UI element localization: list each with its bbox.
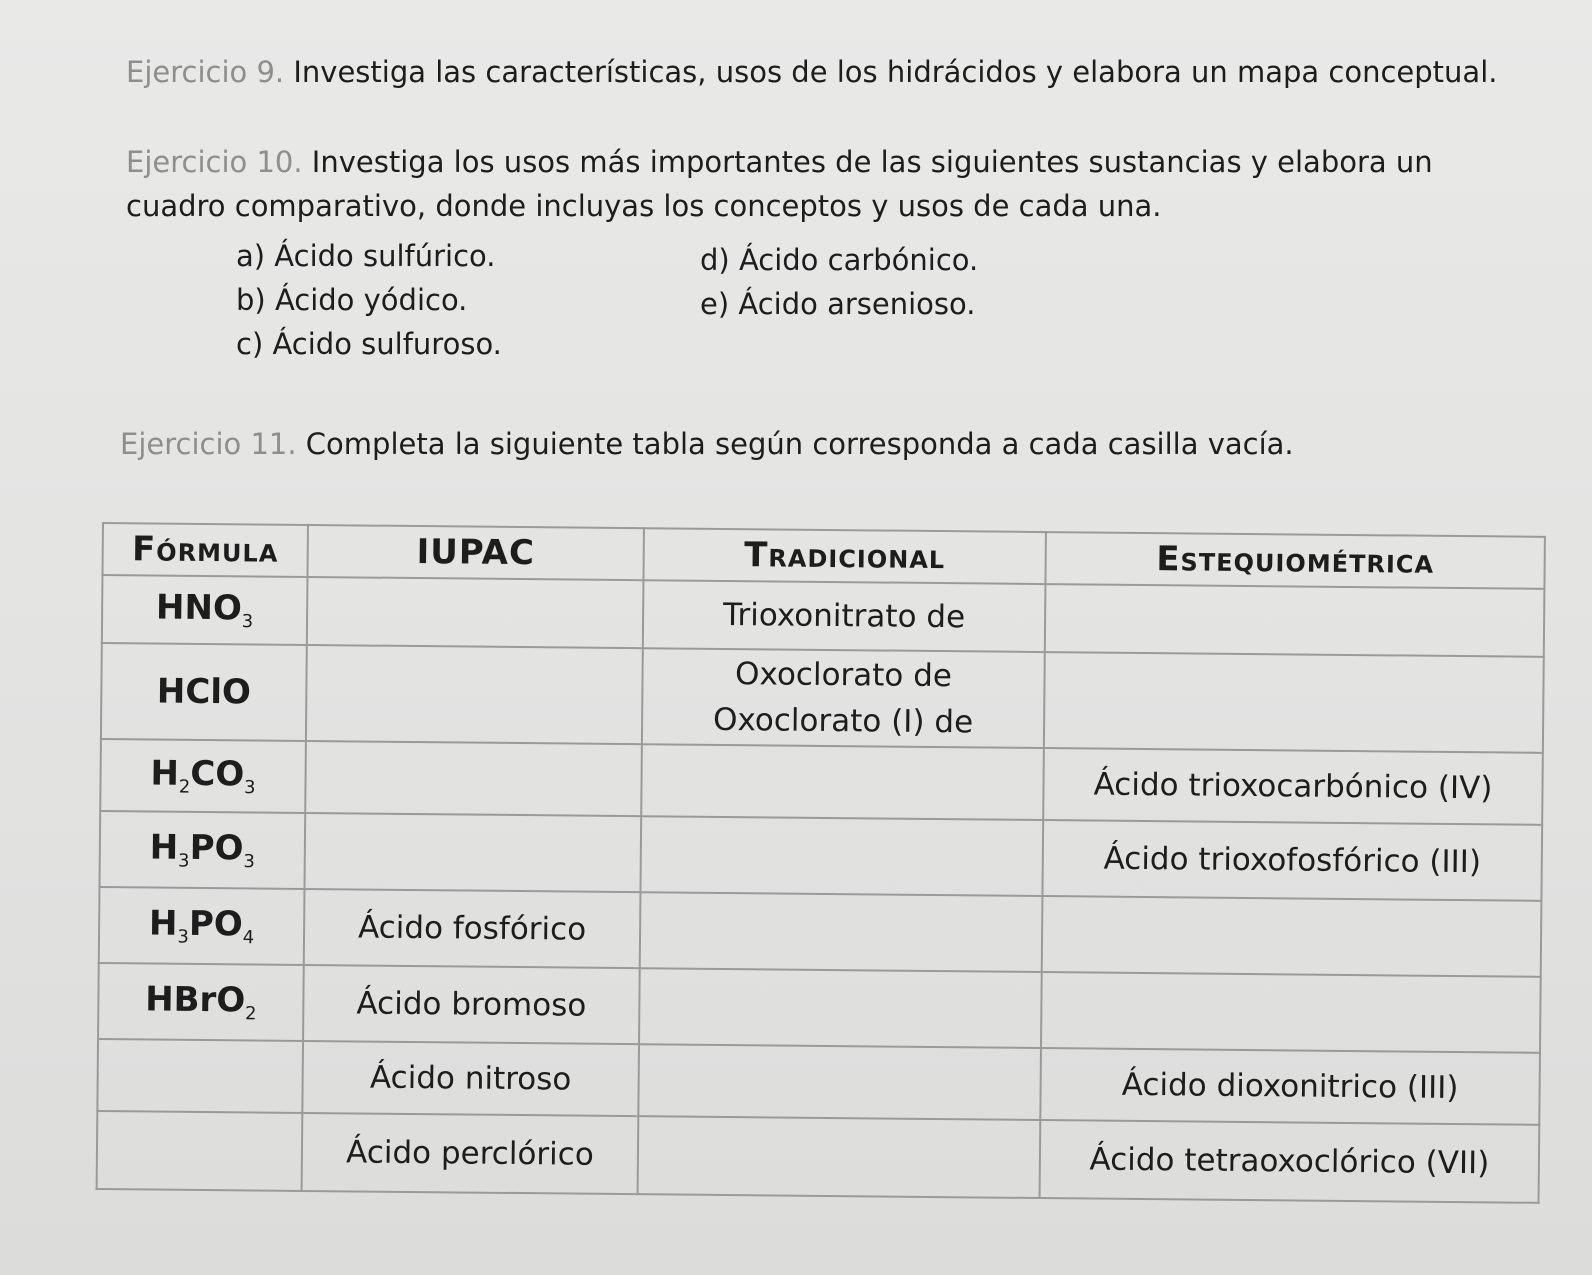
iupac-cell-empty[interactable] xyxy=(307,577,644,648)
acids-nomenclature-table xyxy=(96,522,1546,1204)
list-item-d: d) Ácido carbónico. xyxy=(700,243,979,277)
formula-part: H xyxy=(149,827,179,868)
list-item-c: c) Ácido sulfuroso. xyxy=(236,327,502,361)
estequiometrica-cell: Ácido trioxofosfórico (III) xyxy=(1042,820,1542,901)
formula-subscript: 2 xyxy=(244,1003,257,1025)
formula-part: H xyxy=(150,753,180,794)
formula-part: PO xyxy=(189,827,244,869)
formula-cell-empty[interactable] xyxy=(97,1111,303,1191)
table-row xyxy=(98,963,1541,1053)
table-row xyxy=(100,739,1543,825)
estequiometrica-cell-empty[interactable] xyxy=(1041,972,1541,1053)
tradicional-cell-empty[interactable] xyxy=(641,744,1044,820)
iupac-cell: Ácido nitroso xyxy=(302,1041,639,1116)
estequiometrica-cell-empty[interactable] xyxy=(1044,652,1544,753)
formula-subscript: 2 xyxy=(178,776,191,798)
header-tradicional: Tradicional xyxy=(643,528,1045,584)
formula-main: HNO xyxy=(155,587,243,629)
tradicional-line-1: Oxoclorato de xyxy=(734,656,953,695)
formula-subscript: 3 xyxy=(244,777,256,799)
formula-subscript: 4 xyxy=(242,927,255,949)
table-row xyxy=(97,1111,1540,1203)
tradicional-cell-empty[interactable] xyxy=(639,968,1042,1048)
tradicional-cell-empty[interactable] xyxy=(638,1044,1041,1120)
estequiometrica-cell-empty[interactable] xyxy=(1042,896,1542,977)
estequiometrica-cell: Ácido tetraoxoclórico (VII) xyxy=(1040,1120,1540,1203)
exercise-10 xyxy=(126,140,1526,228)
exercise-9 xyxy=(126,50,1546,94)
header-iupac: IUPAC xyxy=(307,525,643,580)
exercise-11 xyxy=(120,422,1520,466)
list-item-b: b) Ácido yódico. xyxy=(236,283,468,317)
formula-subscript: 3 xyxy=(178,850,190,872)
table-row xyxy=(97,1039,1540,1125)
tradicional-cell-empty[interactable] xyxy=(640,892,1043,972)
formula-subscript: 3 xyxy=(243,851,255,873)
estequiometrica-cell: Ácido dioxonitrico (III) xyxy=(1040,1048,1540,1125)
formula-part: CO xyxy=(190,753,245,795)
iupac-cell: Ácido perclórico xyxy=(302,1113,639,1194)
tradicional-line-2: Oxoclorato (I) de xyxy=(712,701,974,741)
formula-cell xyxy=(99,887,305,965)
tradicional-cell-empty[interactable] xyxy=(640,816,1043,896)
iupac-cell-empty[interactable] xyxy=(304,813,641,892)
iupac-cell-empty[interactable] xyxy=(306,645,643,744)
exercise-11-label: Ejercicio 11. xyxy=(120,427,297,461)
table-row xyxy=(101,643,1544,753)
formula-part: HBrO xyxy=(144,979,246,1021)
list-item-a: a) Ácido sulfúrico. xyxy=(236,239,496,273)
formula-cell: HClO xyxy=(101,643,307,741)
formula-subscript: 3 xyxy=(241,611,254,633)
formula-part: H xyxy=(148,903,178,944)
table-row xyxy=(99,887,1542,977)
iupac-cell: Ácido bromoso xyxy=(303,965,640,1044)
formula-cell xyxy=(102,575,308,645)
formula-subscript: 3 xyxy=(177,926,189,948)
exercise-10-text: Investiga los usos más importantes de las siguientes sustancias y elabora un cuadro comparativo, donde incluyas los conceptos y usos de cada una. xyxy=(126,145,1433,223)
list-item-e: e) Ácido arsenioso. xyxy=(700,287,976,321)
iupac-cell: Ácido fosfórico xyxy=(304,889,641,968)
tradicional-cell-empty[interactable] xyxy=(638,1116,1041,1198)
formula-cell xyxy=(100,739,306,813)
exercise-9-text: Investiga las características, usos de los hidrácidos y elabora un mapa conceptual. xyxy=(284,55,1498,89)
formula-part: PO xyxy=(188,903,243,945)
tradicional-cell: Trioxonitrato de xyxy=(643,580,1046,652)
exercise-10-label: Ejercicio 10. xyxy=(126,145,303,179)
formula-cell-empty[interactable] xyxy=(97,1039,303,1113)
exercise-11-text: Completa la siguiente tabla según corresponda a cada casilla vacía. xyxy=(296,427,1294,461)
header-estequiometrica: Estequiométrica xyxy=(1045,532,1544,589)
estequiometrica-cell: Ácido trioxocarbónico (IV) xyxy=(1043,748,1543,825)
formula-cell xyxy=(99,811,305,889)
iupac-cell-empty[interactable] xyxy=(305,741,642,816)
table-row xyxy=(99,811,1542,901)
formula-cell xyxy=(98,963,304,1041)
exercise-9-label: Ejercicio 9. xyxy=(126,55,285,89)
header-formula: Fórmula xyxy=(102,523,307,577)
tradicional-cell xyxy=(642,648,1045,748)
estequiometrica-cell-empty[interactable] xyxy=(1045,584,1545,657)
